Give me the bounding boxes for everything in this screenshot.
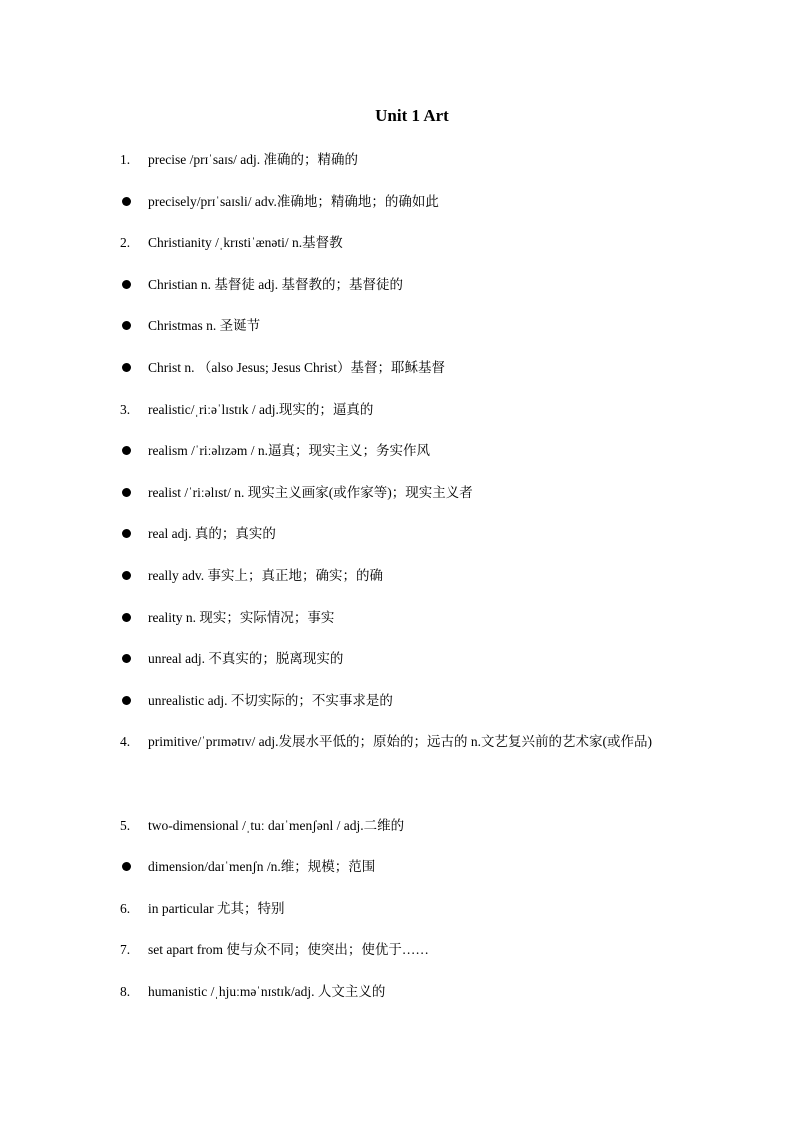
page-title: Unit 1 Art	[375, 106, 449, 125]
vocab-entry	[0, 522, 794, 564]
entry-text: primitive/ˈprɪmətɪv/ adj.发展水平低的；原始的；远古的 n.文艺复兴前的艺术家(或作品)	[148, 734, 652, 750]
entry-text: Christmas n. 圣诞节	[148, 318, 261, 334]
entry-number: 5.	[120, 817, 131, 833]
vocab-entry	[0, 980, 794, 1022]
entry-number: 3.	[120, 401, 131, 417]
entry-number: 1.	[120, 152, 131, 167]
entry-text: really adv. 事实上；真正地；确实；的确	[148, 567, 383, 583]
vocab-entry	[0, 481, 794, 523]
entry-text: unrealistic adj. 不切实际的；不实事求是的	[148, 692, 393, 708]
vocabulary-list	[0, 148, 794, 1021]
vocab-entry	[0, 938, 794, 980]
entry-text: realistic/ˌriːəˈlɪstɪk / adj.现实的；逼真的	[148, 401, 374, 417]
entry-number: 6.	[120, 900, 131, 916]
entry-number: 2.	[120, 235, 131, 251]
vocab-entry	[0, 231, 794, 273]
vocab-entry	[0, 814, 794, 856]
vocab-entry	[0, 897, 794, 939]
entry-text: unreal adj. 不真实的；脱离现实的	[148, 651, 344, 667]
vocab-entry	[0, 564, 794, 606]
vocab-entry	[0, 356, 794, 398]
vocab-entry	[0, 314, 794, 356]
vocab-entry	[0, 398, 794, 440]
entry-text: dimension/daɪˈmenʃn /n.维；规模；范围	[148, 859, 376, 875]
entry-text: set apart from 使与众不同；使突出；使优于……	[148, 942, 429, 958]
vocab-entry	[0, 647, 794, 689]
entry-text: Christian n. 基督徒 adj. 基督教的；基督徒的	[148, 276, 403, 292]
entry-text: reality n. 现实；实际情况；事实	[148, 609, 335, 625]
entry-text: real adj. 真的；真实的	[148, 526, 276, 542]
entry-text: two-dimensional /ˌtuː daɪˈmenʃənl / adj.二维的	[148, 817, 405, 833]
entry-number: 7.	[120, 942, 131, 958]
vocab-entry	[0, 730, 794, 813]
entry-text: in particular 尤其；特别	[148, 900, 285, 916]
entry-text: Christianity /ˌkrɪstiˈænəti/ n.基督教	[148, 235, 343, 251]
entry-number: 8.	[120, 983, 131, 999]
vocab-entry	[0, 190, 794, 232]
entry-number: 4.	[120, 734, 131, 750]
vocab-entry	[0, 606, 794, 648]
entry-text: precise /prɪˈsaɪs/ adj. 准确的；精确的	[148, 152, 358, 167]
entry-text: Christ n. （also Jesus; Jesus Christ）基督；耶稣基督	[148, 359, 446, 375]
vocab-entry	[0, 855, 794, 897]
entry-text: realist /ˈriːəlɪst/ n. 现实主义画家(或作家等)；现实主义者	[148, 484, 473, 500]
entry-text: realism /ˈriːəlɪzəm / n.逼真；现实主义；务实作风	[148, 443, 430, 459]
vocab-entry	[0, 439, 794, 481]
vocab-entry	[0, 273, 794, 315]
vocab-entry	[0, 148, 794, 190]
entry-text: humanistic /ˌhjuːməˈnɪstɪk/adj. 人文主义的	[148, 983, 386, 999]
entry-text: precisely/prɪˈsaɪsli/ adv.准确地；精确地；的确如此	[148, 193, 439, 209]
